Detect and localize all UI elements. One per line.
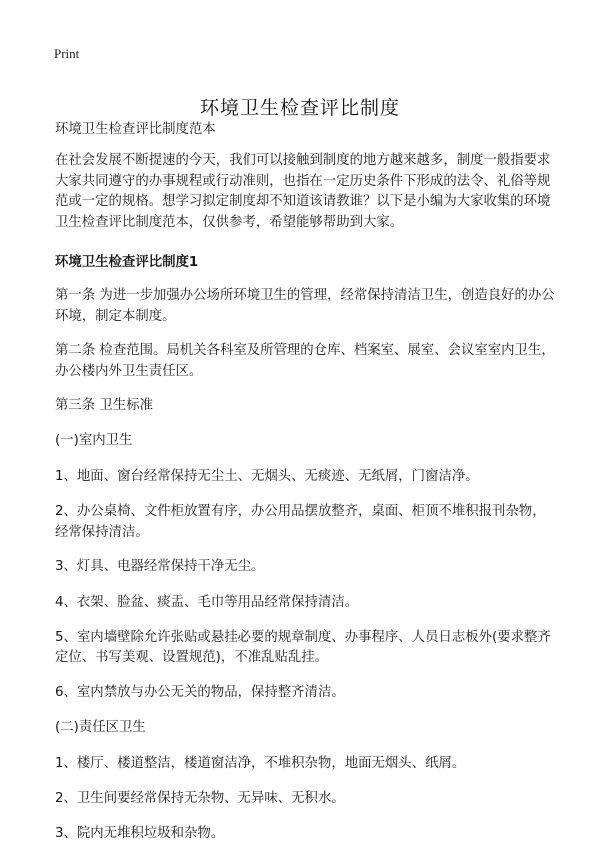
indoor-item-6: 6、室内禁放与办公无关的物品，保持整齐清洁。 — [55, 684, 345, 700]
zone-item-1: 1、楼厅、楼道整洁，楼道窗洁净，不堆积杂物，地面无烟头、纸屑。 — [55, 755, 466, 771]
intro-paragraph: 在社会发展不断提速的今天，我们可以接触到制度的地方越来越多，制度一般指要求大家共同遵守的办事规程或行动准则，也指在一定历史条件下形成的法令、礼俗等规范或一定的规格。想学习拟定制度却不知道该请教谁？以下是小编为大家收集的环境卫生检查评比制度范本，仅供参考，希望能够帮助到大家。 — [55, 153, 551, 230]
indoor-item-5: 5、室内墙壁除允许张贴或悬挂必要的规章制度、办事程序、人员日志板外(要求整齐定位、书写美观、设置规范)，不准乱贴乱挂。 — [55, 629, 551, 666]
indoor-item-2: 2、办公桌椅、文件柜放置有序，办公用品摆放整齐，桌面、柜顶不堆积报刊杂物，经常保持清洁。 — [55, 504, 546, 540]
section-heading: 环境卫生检查评比制度1 — [55, 255, 199, 271]
indoor-item-4: 4、衣架、脸盆、痰盂、毛巾等用品经常保持清洁。 — [55, 594, 359, 610]
article-2: 第二条 检查范围。局机关各科室及所管理的仓库、档案室、展室、会议室室内卫生，办公楼内外卫生责任区。 — [55, 343, 555, 379]
indoor-item-3: 3、灯具、电器经常保持干净无尘。 — [55, 559, 265, 575]
document-body — [55, 120, 555, 860]
zone-item-3: 3、院内无堆积垃圾和杂物。 — [55, 826, 225, 842]
print-label: Print — [54, 46, 80, 61]
zone-item-2: 2、卫生间要经常保持无杂物、无异味、无积水。 — [55, 790, 345, 806]
document-title: 环境卫生检查评比制度 — [199, 96, 400, 119]
article-3: 第三条 卫生标准 — [55, 398, 153, 414]
document-subtitle: 环境卫生检查评比制度范本 — [55, 122, 216, 137]
indoor-item-1: 1、地面、窗台经常保持无尘土、无烟头、无痰迹、无纸屑，门窗洁净。 — [55, 468, 479, 484]
indoor-heading: (一)室内卫生 — [55, 433, 133, 449]
article-1: 第一条 为进一步加强办公场所环境卫生的管理，经常保持清洁卫生，创造良好的办公环境，制定本制度。 — [55, 288, 555, 324]
zone-heading: (二)责任区卫生 — [55, 720, 146, 736]
